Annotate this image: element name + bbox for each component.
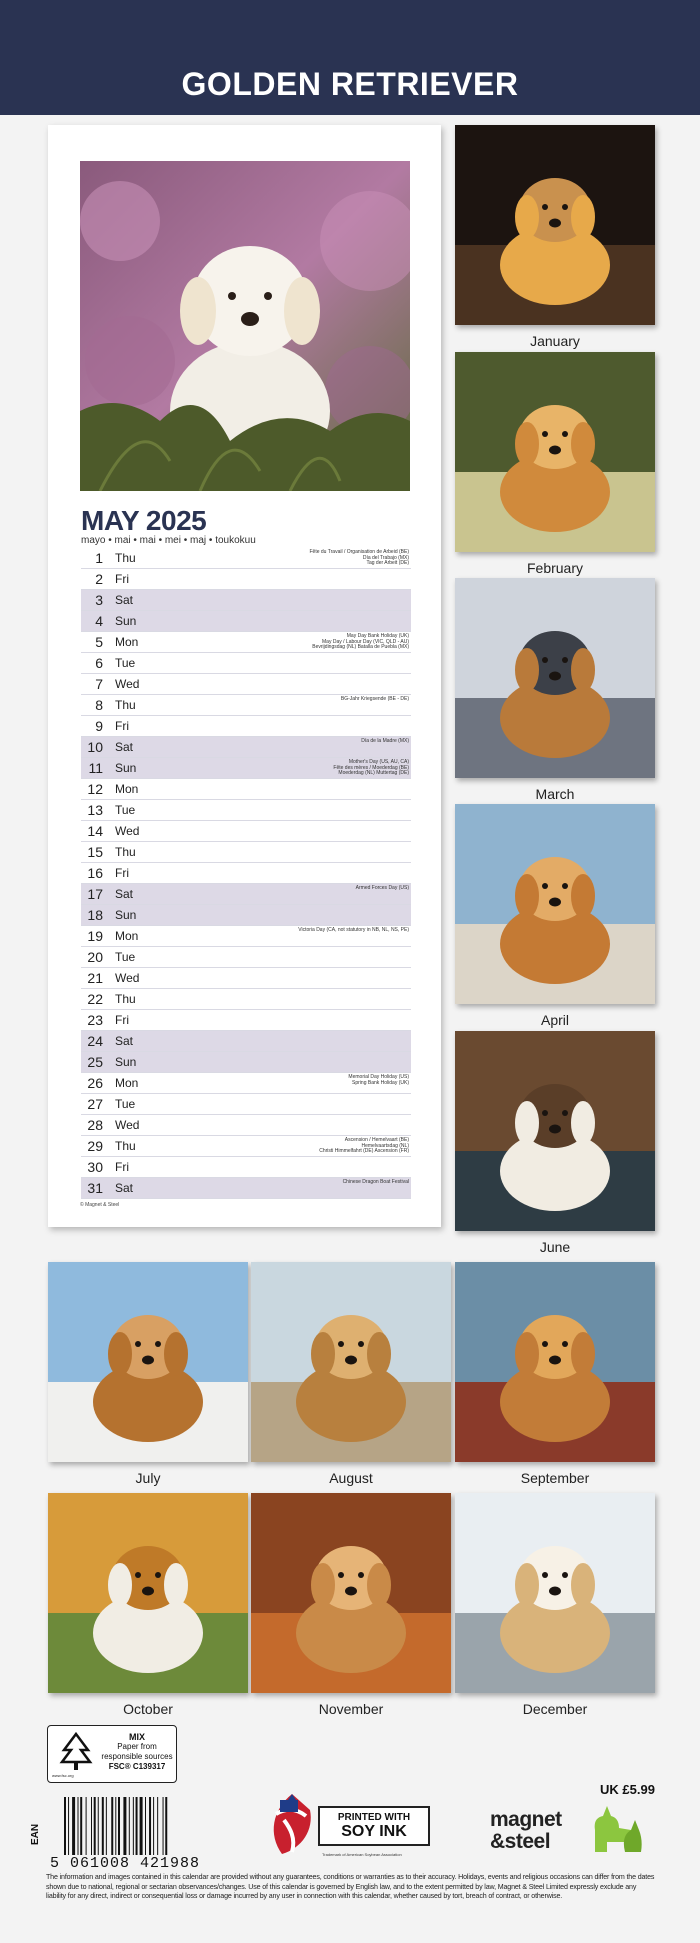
legal-disclaimer: The information and images contained in this calendar are provided without any guarantees, conditions or warranties as to their accuracy. Holidays, events and religious occasions can differ from the dates shown due to national, regional or sectarian observances/changes. Use of this calendar is governed by English law, and to the extent permitted by law, Magnet & Steel Limited expressly exclude any liability for any direct, indirect or consequential loss or damage incurred by any user in connection with this calendar, whether caused by tort, breach of contract, or otherwise. xyxy=(46,1873,655,1900)
barcode-bar xyxy=(165,1797,167,1855)
day-row xyxy=(81,800,411,821)
day-row xyxy=(81,569,411,590)
day-name: Sat xyxy=(115,740,134,754)
day-number: 12 xyxy=(87,781,103,797)
month-photo-june xyxy=(455,1031,655,1231)
copyright: © Magnet & Steel xyxy=(80,1202,120,1208)
day-name: Tue xyxy=(115,803,136,817)
barcode-bar xyxy=(94,1797,96,1855)
price: UK £5.99 xyxy=(600,1782,655,1797)
day-row xyxy=(81,842,411,863)
day-name: Tue xyxy=(115,950,136,964)
month-label: November xyxy=(318,1701,384,1717)
day-row xyxy=(81,1031,411,1052)
month-label: December xyxy=(522,1701,588,1717)
day-holiday-note: Mother's Day (US, AU, CA) Fête des mères / Moederdag (BE) Moederdag (NL) Muttertag (DE) xyxy=(333,759,409,776)
day-name: Fri xyxy=(115,1013,129,1027)
day-row xyxy=(81,905,411,926)
month-label: April xyxy=(540,1012,569,1028)
month-photo-july xyxy=(48,1262,248,1462)
day-number: 3 xyxy=(95,592,103,608)
day-number: 1 xyxy=(95,550,103,566)
day-number: 16 xyxy=(87,865,103,881)
day-name: Sat xyxy=(115,1034,134,1048)
day-name: Sat xyxy=(115,1181,134,1195)
fsc-tree-icon xyxy=(54,1730,98,1774)
day-number: 2 xyxy=(95,571,103,587)
barcode-bar xyxy=(157,1797,158,1855)
day-row xyxy=(81,1094,411,1115)
day-number: 29 xyxy=(87,1138,103,1154)
barcode-bar xyxy=(111,1797,113,1855)
header-banner xyxy=(0,0,700,115)
barcode-bar xyxy=(68,1797,69,1855)
day-number: 4 xyxy=(95,613,103,629)
calendar-page xyxy=(48,125,441,1227)
barcode-bar xyxy=(145,1797,146,1855)
day-number: 9 xyxy=(95,718,103,734)
day-number: 20 xyxy=(87,949,103,965)
barcode-bar xyxy=(136,1797,138,1855)
barcode-bar xyxy=(153,1797,154,1855)
day-number: 23 xyxy=(87,1012,103,1028)
day-name: Mon xyxy=(115,929,139,943)
day-name: Sat xyxy=(115,887,134,901)
day-row xyxy=(81,989,411,1010)
day-number: 27 xyxy=(87,1096,103,1112)
barcode-bar xyxy=(102,1797,104,1855)
day-name: Thu xyxy=(115,992,136,1006)
day-name: Fri xyxy=(115,719,129,733)
day-row xyxy=(81,926,411,947)
day-name: Sun xyxy=(115,1055,137,1069)
barcode-bar xyxy=(149,1797,151,1855)
day-number: 25 xyxy=(87,1054,103,1070)
day-row xyxy=(81,1052,411,1073)
month-label: July xyxy=(135,1470,161,1486)
month-label: March xyxy=(535,786,575,802)
month-photo-december xyxy=(455,1493,655,1693)
day-name: Tue xyxy=(115,656,136,670)
calendar-title: GOLDEN RETRIEVER xyxy=(181,66,519,102)
barcode-bar xyxy=(91,1797,92,1855)
soy-ink-logo xyxy=(262,1790,432,1864)
day-name: Fri xyxy=(115,1160,129,1174)
day-list xyxy=(81,548,411,1199)
day-row xyxy=(81,611,411,632)
day-number: 8 xyxy=(95,697,103,713)
day-number: 5 xyxy=(95,634,103,650)
soy-trademark: Trademark of American Soybean Association xyxy=(322,1852,402,1857)
month-label: February xyxy=(526,560,584,576)
month-label: January xyxy=(530,333,580,349)
day-number: 26 xyxy=(87,1075,103,1091)
day-number: 7 xyxy=(95,676,103,692)
month-photo-september xyxy=(455,1262,655,1462)
month-languages: mayo • mai • mai • mei • maj • toukokuu xyxy=(81,535,256,546)
month-photo-february xyxy=(455,352,655,552)
day-number: 14 xyxy=(87,823,103,839)
day-row xyxy=(81,1010,411,1031)
day-number: 28 xyxy=(87,1117,103,1133)
day-number: 19 xyxy=(87,928,103,944)
fsc-line2: responsible sources xyxy=(101,1752,173,1761)
day-row xyxy=(81,968,411,989)
barcode-number: 5 061008 421988 xyxy=(50,1855,201,1872)
day-name: Sun xyxy=(115,761,137,775)
day-number: 18 xyxy=(87,907,103,923)
month-label: October xyxy=(123,1701,173,1717)
barcode-bar xyxy=(115,1797,116,1855)
day-name: Wed xyxy=(115,971,140,985)
day-row xyxy=(81,674,411,695)
fsc-logo xyxy=(47,1725,177,1783)
barcode-bar xyxy=(140,1797,143,1855)
barcode-bar xyxy=(86,1797,87,1855)
fsc-mix: MIX xyxy=(128,1732,145,1742)
barcode-bar xyxy=(118,1797,120,1855)
day-name: Sat xyxy=(115,593,134,607)
day-row xyxy=(81,1136,411,1157)
day-number: 15 xyxy=(87,844,103,860)
day-number: 13 xyxy=(87,802,103,818)
magnet-steel-logo xyxy=(490,1808,650,1868)
day-holiday-note: Ascension / Hemelvaart (BE) Hemelvaartsdag (NL) Christi Himmelfahrt (DE) Ascension (FR) xyxy=(319,1137,409,1154)
day-row xyxy=(81,716,411,737)
barcode-bar xyxy=(106,1797,107,1855)
month-title: MAY 2025 xyxy=(81,505,207,536)
day-row xyxy=(81,653,411,674)
barcode-bar xyxy=(64,1797,66,1855)
day-name: Fri xyxy=(115,866,129,880)
soy-line2: SOY INK xyxy=(341,1823,407,1840)
day-holiday-note: Armed Forces Day (US) xyxy=(355,885,409,891)
month-label: June xyxy=(539,1239,571,1255)
day-name: Sun xyxy=(115,908,137,922)
dog-cat-silhouette-icon xyxy=(585,1800,645,1856)
month-photo-april xyxy=(455,804,655,1004)
day-row xyxy=(81,590,411,611)
barcode-bar xyxy=(133,1797,134,1855)
day-row xyxy=(81,863,411,884)
month-photo-october xyxy=(48,1493,248,1693)
day-holiday-note: Victoria Day (CA, not statutory in NB, NL, NS, PE) xyxy=(298,927,409,933)
fsc-code: FSC® C139317 xyxy=(108,1762,166,1771)
day-row xyxy=(81,1157,411,1178)
day-number: 21 xyxy=(87,970,103,986)
day-holiday-note: Memorial Day Holiday (US) Spring Bank Holiday (UK) xyxy=(348,1074,409,1086)
day-row xyxy=(81,821,411,842)
month-photo-january xyxy=(455,125,655,325)
day-number: 10 xyxy=(87,739,103,755)
barcode-bar xyxy=(98,1797,99,1855)
day-name: Thu xyxy=(115,1139,136,1153)
day-name: Sun xyxy=(115,614,137,628)
day-name: Mon xyxy=(115,1076,139,1090)
barcode-bar xyxy=(72,1797,75,1855)
day-row xyxy=(81,548,411,569)
barcode-bar xyxy=(129,1797,130,1855)
barcode-bar xyxy=(78,1797,79,1855)
fsc-line1: Paper from xyxy=(117,1742,157,1751)
day-number: 22 xyxy=(87,991,103,1007)
day-name: Thu xyxy=(115,551,136,565)
day-row xyxy=(81,1115,411,1136)
day-row xyxy=(81,1178,411,1199)
day-name: Mon xyxy=(115,635,139,649)
day-name: Thu xyxy=(115,698,136,712)
day-number: 30 xyxy=(87,1159,103,1175)
day-number: 24 xyxy=(87,1033,103,1049)
day-name: Thu xyxy=(115,845,136,859)
month-label: August xyxy=(329,1470,373,1486)
barcode xyxy=(64,1797,196,1857)
day-holiday-note: Fête du Travail / Organisation de Arbeid (BE) Día del Trabajo (MX) Tag der Arbeit (DE) xyxy=(309,549,409,566)
day-name: Fri xyxy=(115,572,129,586)
soy-line1: PRINTED WITH xyxy=(337,1812,411,1823)
day-holiday-note: Día de la Madre (MX) xyxy=(361,738,409,744)
day-holiday-note: Chinese Dragon Boat Festival xyxy=(342,1179,409,1185)
brand-line1: magnet xyxy=(490,1808,562,1831)
day-number: 6 xyxy=(95,655,103,671)
day-name: Wed xyxy=(115,824,140,838)
brand-line2: &steel xyxy=(490,1830,551,1853)
day-row xyxy=(81,1073,411,1094)
soybean-flag-icon xyxy=(262,1790,322,1860)
month-photo-august xyxy=(251,1262,451,1462)
day-row xyxy=(81,947,411,968)
day-holiday-note: BG-Jahr Kriegsende (BE - DE) xyxy=(340,696,409,702)
day-row xyxy=(81,779,411,800)
day-name: Tue xyxy=(115,1097,136,1111)
month-photo-november xyxy=(251,1493,451,1693)
barcode-bar xyxy=(80,1797,82,1855)
day-number: 31 xyxy=(87,1180,103,1196)
hero-photo-puppy xyxy=(80,161,410,491)
barcode-bar xyxy=(123,1797,126,1855)
month-photo-march xyxy=(455,578,655,778)
month-label: September xyxy=(520,1470,590,1486)
day-name: Wed xyxy=(115,1118,140,1132)
day-holiday-note: May Day Bank Holiday (UK) May Day / Labour Day (VIC, QLD - AU) Bevrijdingsdag (NL) Batalla de Puebla (MX) xyxy=(312,633,409,650)
day-row xyxy=(81,695,411,716)
fsc-url: www.fsc.org xyxy=(52,1773,74,1778)
day-number: 11 xyxy=(88,760,103,776)
day-name: Wed xyxy=(115,677,140,691)
day-row xyxy=(81,758,411,779)
day-row xyxy=(81,632,411,653)
day-number: 17 xyxy=(87,886,103,902)
barcode-bar xyxy=(163,1797,164,1855)
ean-label: EAN xyxy=(30,1823,41,1845)
day-name: Mon xyxy=(115,782,139,796)
day-row xyxy=(81,884,411,905)
day-row xyxy=(81,737,411,758)
